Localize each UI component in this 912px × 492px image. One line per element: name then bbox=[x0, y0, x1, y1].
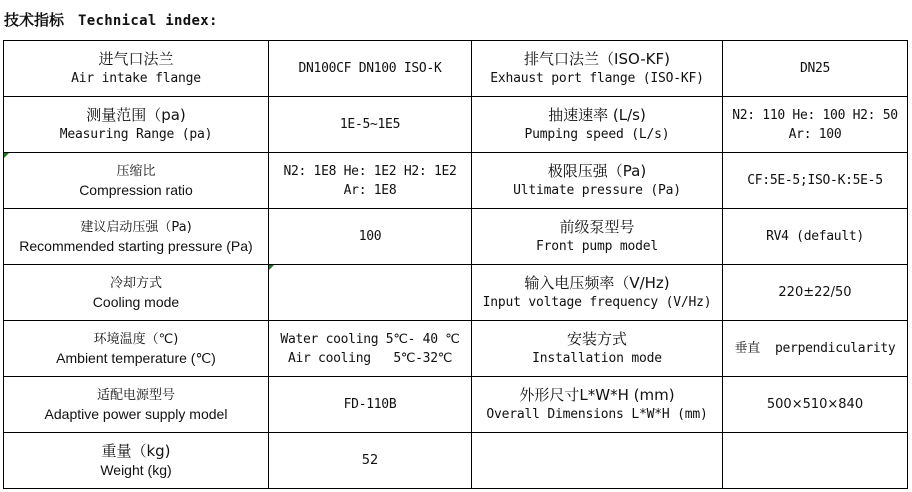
heading-en: Technical index: bbox=[78, 13, 218, 29]
table-row bbox=[4, 433, 908, 489]
label-zh: 外形尺寸L*W*H (mm) bbox=[519, 385, 675, 404]
value-line: Ar: 100 bbox=[788, 126, 842, 142]
label-en: Cooling mode bbox=[92, 293, 180, 310]
label-en: Input voltage frequency (V/Hz) bbox=[482, 294, 712, 310]
param-label-cell bbox=[472, 377, 723, 433]
param-value-cell bbox=[269, 153, 472, 209]
label-en: Ultimate pressure (Pa) bbox=[513, 182, 681, 198]
value-line: FD-110B bbox=[343, 397, 397, 412]
param-label-cell bbox=[472, 265, 723, 321]
value-line: 500×510×840 bbox=[766, 397, 864, 412]
label-en: Ambient temperature (℃) bbox=[56, 349, 216, 366]
label-en: Installation mode bbox=[532, 350, 662, 366]
param-value-cell bbox=[723, 153, 908, 209]
table-row bbox=[4, 97, 908, 153]
label-zh: 建议启动压强（Pa) bbox=[80, 219, 192, 235]
param-label-cell bbox=[4, 377, 269, 433]
label-zh: 抽速速率 (L/s) bbox=[548, 105, 646, 124]
param-label-cell bbox=[4, 321, 269, 377]
value-line: N2: 1E8 He: 1E2 H2: 1E2 bbox=[283, 163, 457, 179]
param-label-cell bbox=[4, 433, 269, 489]
param-value-cell bbox=[269, 377, 472, 433]
param-value-cell bbox=[723, 377, 908, 433]
value-line: 100 bbox=[358, 229, 382, 244]
param-value-cell bbox=[723, 209, 908, 265]
label-zh: 适配电源型号 bbox=[96, 387, 175, 403]
label-zh: 压缩比 bbox=[116, 163, 156, 179]
param-label-cell bbox=[4, 97, 269, 153]
label-zh: 进气口法兰 bbox=[98, 49, 174, 68]
label-en: Exhaust port flange (ISO-KF) bbox=[490, 70, 704, 86]
param-value-cell bbox=[269, 209, 472, 265]
table-row bbox=[4, 265, 908, 321]
param-value-cell bbox=[269, 41, 472, 97]
param-value-cell bbox=[723, 97, 908, 153]
label-en: Compression ratio bbox=[79, 181, 193, 198]
param-label-cell bbox=[472, 321, 723, 377]
param-value-cell bbox=[269, 433, 472, 489]
value-line: RV4 (default) bbox=[766, 229, 864, 244]
label-en: Adaptive power supply model bbox=[44, 405, 228, 422]
param-value-cell bbox=[723, 433, 908, 489]
label-zh: 极限压强（Pa) bbox=[547, 161, 647, 180]
heading-zh: 技术指标 bbox=[4, 11, 65, 29]
value-line: N2: 110 He: 100 H2: 50 bbox=[732, 107, 898, 123]
param-value-cell bbox=[723, 265, 908, 321]
param-label-cell bbox=[472, 209, 723, 265]
param-value-cell bbox=[723, 321, 908, 377]
label-zh: 重量（kg) bbox=[101, 441, 171, 460]
param-value-cell bbox=[269, 97, 472, 153]
section-heading bbox=[4, 9, 218, 31]
table-row bbox=[4, 153, 908, 209]
table-row bbox=[4, 377, 908, 433]
param-label-cell bbox=[4, 153, 269, 209]
label-en: Measuring Range (pa) bbox=[59, 126, 213, 142]
param-value-cell bbox=[269, 321, 472, 377]
param-label-cell bbox=[472, 97, 723, 153]
param-label-cell bbox=[4, 41, 269, 97]
label-zh: 环境温度（℃) bbox=[93, 331, 179, 347]
param-label-cell bbox=[4, 209, 269, 265]
value-line: Ar: 1E8 bbox=[343, 182, 397, 198]
table-row bbox=[4, 209, 908, 265]
label-en: Front pump model bbox=[535, 238, 659, 254]
value-line: 220±22/50 bbox=[778, 285, 852, 300]
param-value-cell bbox=[723, 41, 908, 97]
value-line: DN25 bbox=[799, 61, 831, 76]
label-en: Overall Dimensions L*W*H (mm) bbox=[486, 406, 708, 422]
param-value-cell bbox=[269, 265, 472, 321]
label-zh: 前级泵型号 bbox=[559, 217, 635, 236]
label-en: Pumping speed (L/s) bbox=[524, 126, 670, 142]
value-line: 1E-5~1E5 bbox=[339, 117, 401, 132]
spec-table bbox=[3, 40, 908, 489]
table-row bbox=[4, 41, 908, 97]
value-line: 52 bbox=[361, 453, 379, 468]
value-line: Water cooling 5℃- 40 ℃ bbox=[280, 331, 460, 347]
param-label-cell bbox=[4, 265, 269, 321]
label-en: Weight (kg) bbox=[100, 461, 172, 478]
param-label-cell bbox=[472, 153, 723, 209]
value-line: DN100CF DN100 ISO-K bbox=[298, 61, 442, 76]
label-zh: 输入电压频率（V/Hz) bbox=[524, 273, 670, 292]
value-line: Air cooling 5℃-32℃ bbox=[287, 350, 453, 366]
label-zh: 安装方式 bbox=[566, 329, 627, 348]
label-en: Air intake flange bbox=[71, 70, 201, 86]
value-line: 垂直 perpendicularity bbox=[734, 341, 896, 356]
label-zh: 冷却方式 bbox=[109, 275, 162, 291]
label-zh: 测量范围（pa) bbox=[86, 105, 186, 124]
value-line: CF:5E-5;ISO-K:5E-5 bbox=[747, 173, 883, 188]
label-en: Recommended starting pressure (Pa) bbox=[19, 237, 253, 254]
param-label-cell bbox=[472, 41, 723, 97]
param-label-cell bbox=[472, 433, 723, 489]
label-zh: 排气口法兰（ISO-KF) bbox=[524, 49, 670, 68]
table-row bbox=[4, 321, 908, 377]
